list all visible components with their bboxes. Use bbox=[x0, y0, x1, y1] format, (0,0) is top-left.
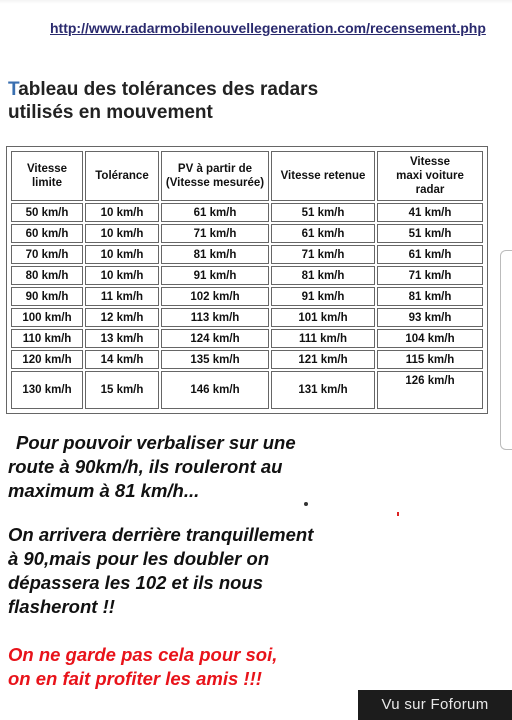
header-text: PV à partir de bbox=[177, 163, 253, 175]
decorative-mark bbox=[397, 512, 399, 516]
header-text: Vitesse bbox=[409, 156, 451, 168]
cell: 61 km/h bbox=[377, 245, 483, 264]
cell: 93 km/h bbox=[377, 308, 483, 327]
cell: 61 km/h bbox=[161, 203, 269, 222]
cell: 90 km/h bbox=[11, 287, 83, 306]
cell: 91 km/h bbox=[271, 287, 375, 306]
header-text: Vitesse retenue bbox=[280, 170, 366, 182]
cell: 51 km/h bbox=[271, 203, 375, 222]
cell: 104 km/h bbox=[377, 329, 483, 348]
message-line: dépassera les 102 et ils nous bbox=[8, 572, 264, 593]
side-panel-edge bbox=[500, 250, 512, 450]
cell: 126 km/h bbox=[377, 371, 483, 409]
cell: 130 km/h bbox=[11, 371, 83, 409]
cell: 10 km/h bbox=[85, 245, 159, 264]
header-text: (Vitesse mesurée) bbox=[165, 177, 265, 189]
table-row bbox=[11, 287, 483, 306]
cell: 131 km/h bbox=[271, 371, 375, 409]
message-line: maximum à 81 km/h... bbox=[8, 480, 200, 501]
message-line: on en fait profiter les amis !!! bbox=[8, 668, 262, 689]
message-line: On ne garde pas cela pour soi, bbox=[8, 644, 278, 665]
table-header-row bbox=[11, 151, 483, 201]
message-line: à 90,mais pour les doubler on bbox=[8, 548, 270, 569]
header-text: radar bbox=[415, 184, 445, 196]
cell: 61 km/h bbox=[271, 224, 375, 243]
cell: 102 km/h bbox=[161, 287, 269, 306]
header-pv bbox=[161, 151, 269, 201]
cell: 111 km/h bbox=[271, 329, 375, 348]
cell: 71 km/h bbox=[271, 245, 375, 264]
header-vitesse-retenue bbox=[271, 151, 375, 201]
header-text: limite bbox=[31, 177, 63, 189]
cell: 71 km/h bbox=[161, 224, 269, 243]
header-vitesse-limite bbox=[11, 151, 83, 201]
table-row bbox=[11, 329, 483, 348]
cell: 115 km/h bbox=[377, 350, 483, 369]
cell: 70 km/h bbox=[11, 245, 83, 264]
cell: 10 km/h bbox=[85, 203, 159, 222]
table-row bbox=[11, 266, 483, 285]
cell: 135 km/h bbox=[161, 350, 269, 369]
table-row bbox=[11, 224, 483, 243]
top-divider bbox=[0, 0, 512, 4]
cell: 100 km/h bbox=[11, 308, 83, 327]
cell: 13 km/h bbox=[85, 329, 159, 348]
cell: 51 km/h bbox=[377, 224, 483, 243]
table-row bbox=[11, 308, 483, 327]
table-row bbox=[11, 350, 483, 369]
cell: 81 km/h bbox=[271, 266, 375, 285]
cell: 12 km/h bbox=[85, 308, 159, 327]
cell: 11 km/h bbox=[85, 287, 159, 306]
message-line: route à 90km/h, ils rouleront au bbox=[8, 456, 283, 477]
cell: 60 km/h bbox=[11, 224, 83, 243]
message-line: On arrivera derrière tranquillement bbox=[8, 524, 314, 545]
title-line2: utilisés en mouvement bbox=[8, 102, 213, 123]
header-vitesse-maxi bbox=[377, 151, 483, 201]
source-link[interactable]: http://www.radarmobilenouvellegeneration.com/recensement.php bbox=[50, 20, 486, 36]
header-tolerance bbox=[85, 151, 159, 201]
decorative-dot bbox=[304, 502, 308, 506]
header-text: Tolérance bbox=[95, 170, 149, 182]
cell: 41 km/h bbox=[377, 203, 483, 222]
cell: 15 km/h bbox=[85, 371, 159, 409]
message-2 bbox=[8, 523, 318, 619]
table-row bbox=[11, 371, 483, 409]
table-row bbox=[11, 203, 483, 222]
cell: 146 km/h bbox=[161, 371, 269, 409]
message-3 bbox=[8, 643, 318, 691]
cell: 81 km/h bbox=[161, 245, 269, 264]
cell: 120 km/h bbox=[11, 350, 83, 369]
title-first-letter: T bbox=[8, 79, 19, 100]
cell: 113 km/h bbox=[161, 308, 269, 327]
cell: 71 km/h bbox=[377, 266, 483, 285]
cell: 80 km/h bbox=[11, 266, 83, 285]
cell: 110 km/h bbox=[11, 329, 83, 348]
cell: 10 km/h bbox=[85, 266, 159, 285]
message-1 bbox=[8, 431, 308, 503]
cell: 91 km/h bbox=[161, 266, 269, 285]
title-line1: ableau des tolérances des radars bbox=[18, 79, 319, 100]
watermark: Vu sur Foforum bbox=[358, 690, 512, 720]
header-text: maxi voiture bbox=[396, 170, 464, 182]
cell: 81 km/h bbox=[377, 287, 483, 306]
tolerance-table bbox=[6, 146, 488, 414]
cell: 121 km/h bbox=[271, 350, 375, 369]
header-text: Vitesse bbox=[26, 163, 68, 175]
cell: 101 km/h bbox=[271, 308, 375, 327]
message-line: flasheront !! bbox=[8, 596, 115, 617]
cell: 50 km/h bbox=[11, 203, 83, 222]
message-line: Pour pouvoir verbaliser sur une bbox=[16, 432, 296, 453]
table-row bbox=[11, 245, 483, 264]
cell: 14 km/h bbox=[85, 350, 159, 369]
cell: 124 km/h bbox=[161, 329, 269, 348]
cell: 10 km/h bbox=[85, 224, 159, 243]
page-title bbox=[8, 78, 338, 124]
